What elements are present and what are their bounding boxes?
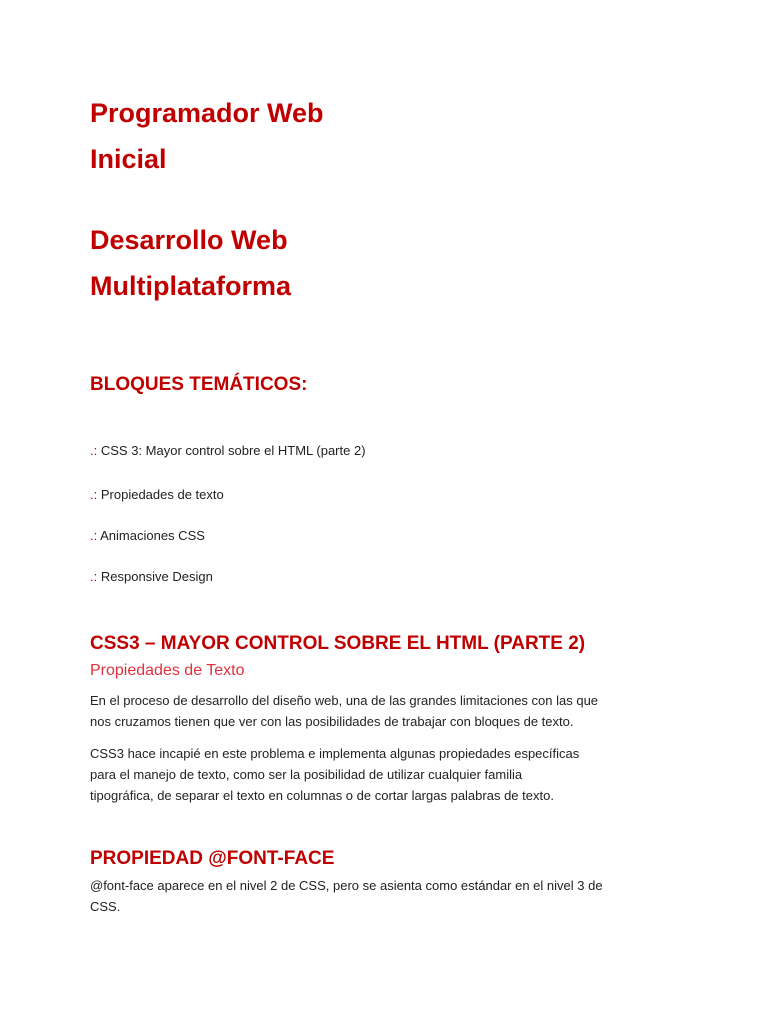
section-heading-font-face: PROPIEDAD @FONT-FACE xyxy=(90,848,335,869)
bullet-item xyxy=(90,527,205,545)
bullet-item-text: Animaciones CSS xyxy=(100,528,205,543)
paragraph-line: para el manejo de texto, como ser la posibilidad de utilizar cualquier familia xyxy=(90,767,523,782)
bullet-marker: .: xyxy=(90,569,98,584)
subheading-text-properties: Propiedades de Texto xyxy=(90,662,245,679)
paragraph-line: nos cruzamos tienen que ver con las posibilidades de trabajar con bloques de texto. xyxy=(90,714,574,729)
bullet-item-text: CSS 3: Mayor control sobre el HTML (parte 2) xyxy=(100,443,366,458)
bullet-marker: .: xyxy=(90,487,98,502)
paragraph-line: En el proceso de desarrollo del diseño web, una de las grandes limitaciones con las que xyxy=(90,693,599,708)
bullet-item xyxy=(90,442,366,460)
section-heading-css3: CSS3 – MAYOR CONTROL SOBRE EL HTML (PARTE 2) xyxy=(90,633,586,654)
paragraph-intro xyxy=(90,690,630,732)
paragraph-line: @font-face aparece en el nivel 2 de CSS, pero se asienta como estándar en el nivel 3 de xyxy=(90,878,603,893)
document-subtitle-line-1: Desarrollo Web xyxy=(90,225,288,255)
bullet-marker: .: xyxy=(90,528,98,543)
paragraph-css3 xyxy=(90,743,630,806)
bullet-item-text: Responsive Design xyxy=(100,569,213,584)
document-title-line-1: Programador Web xyxy=(90,98,324,128)
paragraph-line: CSS. xyxy=(90,899,121,914)
bullet-item xyxy=(90,568,213,586)
bullet-item xyxy=(90,486,224,504)
document-title-line-2: Inicial xyxy=(90,144,167,174)
document-subtitle-line-2: Multiplataforma xyxy=(90,271,292,301)
paragraph-line: tipográfica, de separar el texto en columnas o de cortar largas palabras de texto. xyxy=(90,788,554,803)
paragraph-font-face xyxy=(90,875,630,917)
bullet-item-text: Propiedades de texto xyxy=(100,487,224,502)
bullet-marker: .: xyxy=(90,443,98,458)
paragraph-line: CSS3 hace incapié en este problema e implementa algunas propiedades específicas xyxy=(90,746,580,761)
blocks-heading: BLOQUES TEMÁTICOS: xyxy=(90,374,308,395)
